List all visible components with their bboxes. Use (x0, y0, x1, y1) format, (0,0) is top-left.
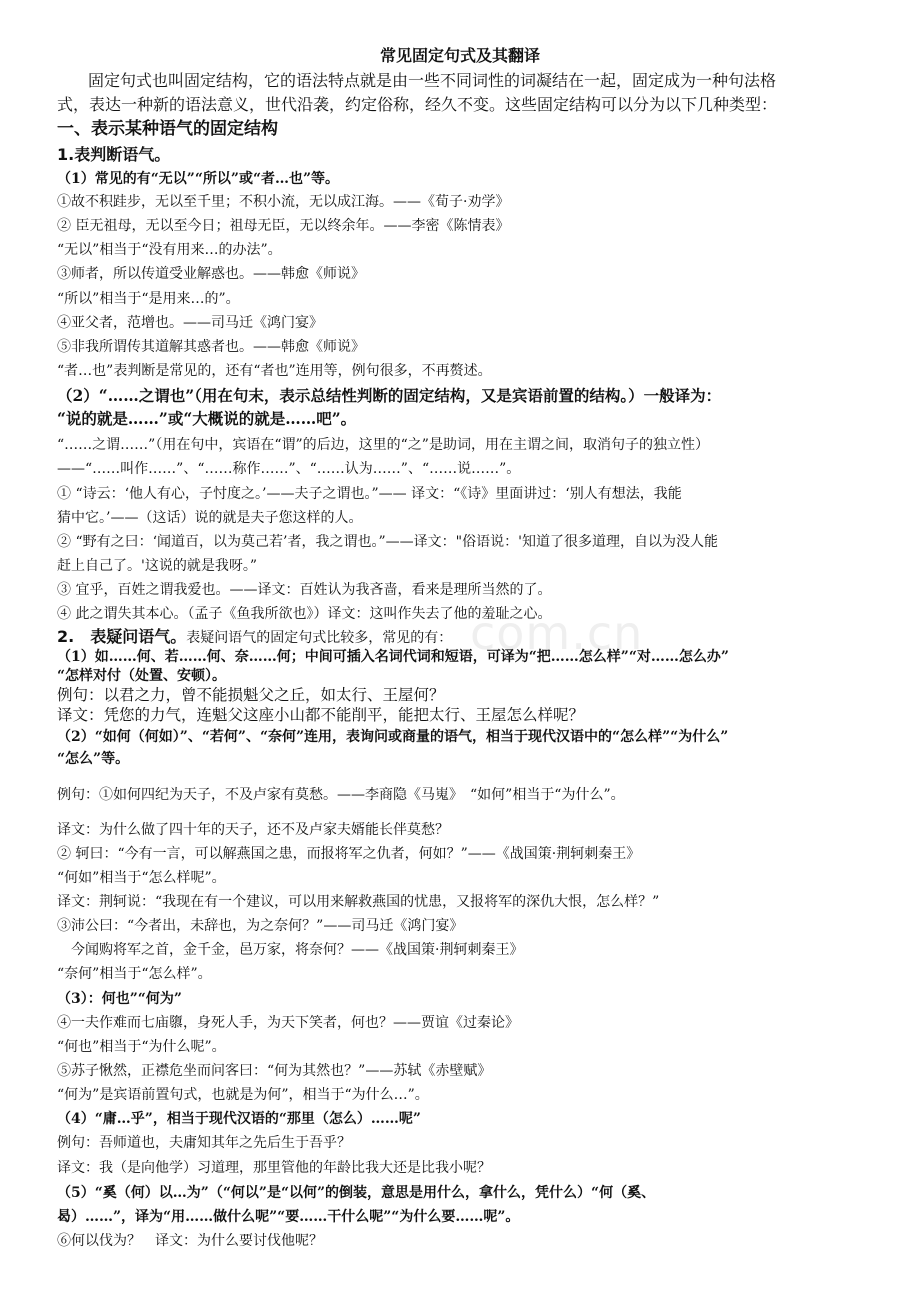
item-2-5-heading-line-2: 曷）……”，译为“用……做什么呢”“要……干什么呢”“为什么要……呢”。 (57, 1209, 520, 1225)
note-line: “何如”相当于“怎么样呢”。 (57, 870, 226, 886)
item-2-2-heading-line-1: （2）“如何（何如）”、“若何”、“奈何”连用，表询问或商量的语气，相当于现代汉语中的“怎么样”“为什么” (57, 729, 729, 745)
note-line: “无以”相当于“没有用来…的办法”。 (57, 242, 282, 258)
note-line: “者…也”表判断是常见的，还有“者也”连用等，例句很多，不再赘述。 (57, 363, 492, 379)
translation-line: 译文：为什么做了四十年的天子，还不及卢家夫婿能长伴莫愁？ (57, 822, 449, 838)
translation-line: 译文：荆轲说：“我现在有一个建议，可以用来解救燕国的忧患，又报将军的深仇大恨，怎么样？” (57, 894, 660, 910)
subsection-2-heading-bold: 2. 表疑问语气。 (57, 627, 187, 646)
explanation-line-2: ——“……叫作……”、“……称作……”、“……认为……”、“……说……”。 (57, 461, 521, 477)
item-1-1-heading: （1）常见的有“无以”“所以”或“者…也”等。 (57, 171, 340, 187)
quote-line: ① “诗云：‘他人有心，子忖度之。’——夫子之谓也。”—— 译文：“《诗》里面讲过：‘别人有想法，我能 (57, 486, 682, 502)
explanation-line-1: “……之谓……”（用在句中，宾语在“谓”的后边，这里的“之”是助词，用在主谓之间，取消句子的独立性） (57, 437, 709, 453)
example-line: ⑥何以伐为？ 译文：为什么要讨伐他呢？ (57, 1233, 323, 1249)
item-2-3-heading: （3）：何也”“何为” (57, 991, 182, 1007)
example-line: 今闻购将军之首，金千金，邑万家，将奈何？——《战国策·荆轲刺秦王》 (57, 942, 524, 958)
note-line: “何也”相当于“为什么呢”。 (57, 1039, 226, 1055)
quote-line: 猜中它。’——（这话）说的就是夫子您这样的人。 (57, 510, 363, 526)
watermark: com.cn (470, 606, 644, 660)
example-line: ①故不积跬步，无以至千里；不积小流，无以成江海。——《荀子·劝学》 (57, 194, 510, 210)
example-line: ② 臣无祖母，无以至今日；祖母无臣，无以终余年。——李密《陈情表》 (57, 218, 510, 234)
example-line: 例句：吾师道也，夫庸知其年之先后生于吾乎？ (57, 1135, 351, 1151)
item-2-1-heading-line-2: “怎样对付（处置、安顿）。 (57, 668, 227, 684)
intro-line-2: 式，表达一种新的语法意义，世代沿袭，约定俗称，经久不变。这些固定结构可以分为以下几种类型： (57, 95, 778, 114)
item-2-1-heading-line-1: （1）如……何、若……何、奈……何；中间可插入名词代词和短语，可译为“把……怎么样”“对……怎么办” (57, 649, 729, 665)
subsection-2-heading-rest: 表疑问语气的固定句式比较多，常见的有： (186, 630, 453, 646)
example-line: 例句：以君之力，曾不能损魁父之丘，如太行、王屋何？ (57, 686, 445, 704)
item-2-2-heading-line-2: “怎么”等。 (57, 751, 130, 767)
item-2-4-heading: （4）“庸…乎”，相当于现代汉语的“那里（怎么）……呢” (57, 1111, 421, 1127)
example-line: ⑤苏子愀然，正襟危坐而问客曰：“何为其然也？”——苏轼《赤壁赋》 (57, 1063, 492, 1079)
subsection-2-heading (57, 628, 452, 647)
note-line: “何为”是宾语前置句式，也就是为何”，相当于“为什么…”。 (57, 1087, 429, 1103)
intro-line-1: 固定句式也叫固定结构，它的语法特点就是由一些不同词性的词凝结在一起，固定成为一种句法格 (88, 71, 777, 90)
note-line: “奈何”相当于“怎么样”。 (57, 966, 212, 982)
translation-line: 译文：我（是向他学）习道理，那里管他的年龄比我大还是比我小呢？ (57, 1160, 491, 1176)
example-line: ③沛公曰：“今者出，未辞也，为之奈何？”——司马迁《鸿门宴》 (57, 918, 464, 934)
page-title: 常见固定句式及其翻译 (379, 46, 540, 65)
quote-line: ③ 宜乎，百姓之谓我爱也。——译文：百姓认为我吝啬，看来是理所当然的了。 (57, 582, 552, 598)
section-1-heading: 一、表示某种语气的固定结构 (57, 119, 278, 139)
note-line: “所以”相当于“是用来…的”。 (57, 291, 240, 307)
example-line: ④亚父者，范增也。——司马迁《鸿门宴》 (57, 315, 323, 331)
item-2-5-heading-line-1: （5）“奚（何）以…为”（“何以”是“以何”的倒装，意思是用什么，拿什么，凭什么）“何（奚、 (57, 1185, 656, 1201)
item-1-2-heading-line-1: （2）“……之谓也”（用在句末，表示总结性判断的固定结构，又是宾语前置的结构。）一般译为： (57, 386, 722, 405)
example-line: ② 轲曰：“今有一言，可以解燕国之患，而报将军之仇者，何如？”——《战国策·荆轲刺秦王》 (57, 846, 641, 862)
quote-line: ② “野有之曰：‘闻道百，以为莫己若’者，我之谓也。”——译文："俗语说：'知道了很多道理，自以为没人能 (57, 534, 718, 550)
translation-line: 译文：凭您的力气，连魁父这座小山都不能削平，能把太行、王屋怎么样呢？ (57, 706, 585, 724)
item-1-2-heading-line-2: “说的就是……”或“大概说的就是……吧”。 (57, 409, 357, 428)
example-line: 例句：①如何四纪为天子，不及卢家有莫愁。——李商隐《马嵬》 “如何”相当于“为什么”。 (57, 787, 625, 803)
example-line: ③师者，所以传道受业解惑也。——韩愈《师说》 (57, 266, 365, 282)
quote-line: 赶上自己了。'这说的就是我呀。” (57, 558, 258, 574)
example-line: ⑤非我所谓传其道解其惑者也。——韩愈《师说》 (57, 339, 365, 355)
subsection-1-heading: 1.表判断语气。 (57, 145, 171, 164)
example-line: ④一夫作难而七庙隳，身死人手，为天下笑者，何也？——贾谊《过秦论》 (57, 1015, 519, 1031)
quote-line: ④ 此之谓失其本心。（孟子《鱼我所欲也》）译文：这叫作失去了他的羞耻之心。 (57, 606, 552, 622)
